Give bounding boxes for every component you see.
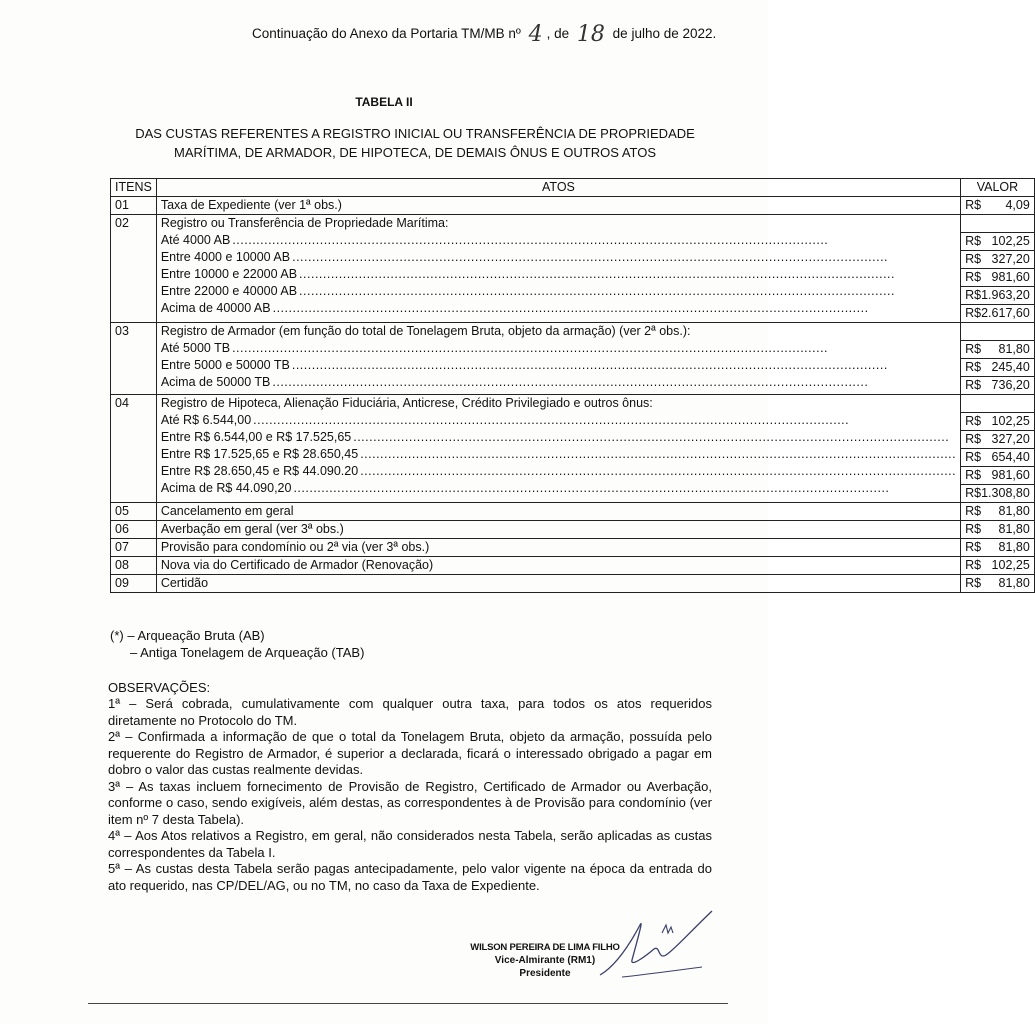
sub-line-label: Acima de 50000 TB: [160, 375, 271, 389]
value-amount: 981,60: [991, 270, 1030, 284]
value-currency: R$: [965, 522, 982, 536]
row-sub-line: [161, 463, 956, 480]
signature-block: [470, 941, 620, 980]
value-amount: 736,20: [991, 378, 1030, 392]
leader-dots: [292, 357, 956, 374]
document-header: [252, 22, 716, 47]
value-currency: R$: [965, 432, 982, 446]
leader-dots: [232, 340, 956, 357]
header-itens: ITENS: [111, 179, 157, 197]
row-sub-line: [161, 232, 956, 249]
value-currency: R$: [965, 558, 982, 572]
row-title: Certidão: [160, 576, 209, 590]
row-sub-line: [161, 446, 956, 463]
row-title: Averbação em geral (ver 3ª obs.): [160, 522, 344, 536]
row-value-cell: [961, 197, 1035, 215]
observation-item: 2ª – Confirmada a informação de que o total da Tonelagem Bruta, objeto da armação, possuída pelo requerente do Registro de Armador, é superior a declarada, ficará o interessado obrigado a pagar em dobro o valor das custas realmente devidas.: [108, 729, 712, 777]
row-value: [965, 575, 1030, 592]
row-value-cell: [961, 521, 1035, 539]
row-title: Registro ou Transferência de Propriedade Marítima:: [160, 216, 449, 230]
value-amount: 981,60: [991, 468, 1030, 482]
row-sub-line: [161, 266, 956, 283]
table-row: [111, 323, 1035, 395]
value-spacer: [965, 323, 1030, 340]
row-value: [961, 340, 1034, 358]
leader-dots: [353, 429, 956, 446]
table-row: [111, 557, 1035, 575]
row-value-cell: [961, 557, 1035, 575]
row-value-cell: [961, 575, 1035, 593]
row-value-cell: [961, 395, 1035, 503]
value-currency: R$: [965, 414, 982, 428]
sub-line-label: Até R$ 6.544,00: [160, 413, 252, 427]
header-text-before: Continuação do Anexo da Portaria TM/MB nº: [252, 26, 521, 41]
row-item-number: 03: [111, 323, 157, 395]
header-atos: ATOS: [156, 179, 960, 197]
row-value: [961, 304, 1034, 322]
table-row: [111, 215, 1035, 323]
row-item-number: 01: [111, 197, 157, 215]
value-amount: 2.617,60: [981, 306, 1030, 320]
value-amount: 245,40: [991, 360, 1030, 374]
row-item-number: 05: [111, 503, 157, 521]
page-bottom-rule: [88, 1003, 728, 1004]
row-value: [965, 197, 1030, 214]
value-amount: 81,80: [998, 540, 1030, 554]
row-value: [965, 557, 1030, 574]
row-sub-line: [161, 300, 956, 317]
value-amount: 327,20: [991, 252, 1030, 266]
row-sub-line: [161, 412, 956, 429]
row-item-number: 02: [111, 215, 157, 323]
value-amount: 81,80: [998, 342, 1030, 356]
row-item-number: 08: [111, 557, 157, 575]
sub-line-label: Entre 5000 e 50000 TB: [160, 358, 290, 372]
leader-dots: [299, 266, 956, 283]
table-row: [111, 503, 1035, 521]
value-spacer: [965, 215, 1030, 232]
value-currency: R$: [965, 252, 982, 266]
row-title: Registro de Armador (em função do total de Tonelagem Bruta, objeto da armação) (ver 2ª obs.):: [160, 324, 691, 338]
costs-table: [110, 178, 1035, 593]
sub-line-label: Entre R$ 28.650,45 e R$ 44.090.20: [160, 464, 359, 478]
sub-line-label: Entre 10000 e 22000 AB: [160, 267, 298, 281]
leader-dots: [292, 249, 956, 266]
row-sub-line: [161, 357, 956, 374]
value-amount: 1.963,20: [981, 288, 1030, 302]
row-title: Cancelamento em geral: [160, 504, 294, 518]
row-acts-cell: [156, 395, 960, 503]
value-currency: R$: [965, 306, 982, 320]
row-title: Registro de Hipoteca, Alienação Fiduciária, Anticrese, Crédito Privilegiado e outros ônus:: [160, 396, 653, 410]
signatory-name: WILSON PEREIRA DE LIMA FILHO: [470, 942, 620, 953]
row-acts-cell: [156, 521, 960, 539]
leader-dots: [293, 480, 956, 497]
row-sub-line: [161, 374, 956, 391]
value-currency: R$: [965, 504, 982, 518]
leader-dots: [232, 232, 956, 249]
row-value: [961, 358, 1034, 376]
table-row: [111, 197, 1035, 215]
leader-dots: [299, 283, 956, 300]
sub-line-label: Entre R$ 17.525,65 e R$ 28.650,45: [160, 447, 359, 461]
leader-dots: [360, 463, 956, 480]
footnote-ab: (*) – Arqueação Bruta (AB): [110, 628, 265, 643]
value-amount: 1.308,80: [981, 486, 1030, 500]
value-currency: R$: [965, 360, 982, 374]
sub-line-label: Entre 22000 e 40000 AB: [160, 284, 298, 298]
observation-item: 1ª – Será cobrada, cumulativamente com qualquer outra taxa, para todos os atos requeridos diretamente no Protocolo do TM.: [108, 696, 712, 728]
row-value: [961, 232, 1034, 250]
value-currency: R$: [965, 198, 982, 212]
value-currency: R$: [965, 288, 982, 302]
observations-title: OBSERVAÇÕES:: [108, 680, 211, 695]
table-subtitle: DAS CUSTAS REFERENTES A REGISTRO INICIAL OU TRANSFERÊNCIA DE PROPRIEDADE MARÍTIMA, DE ARMADOR, DE HIPOTECA, DE DEMAIS ÔNUS E OUTROS ATOS: [135, 126, 695, 160]
observation-item: 4ª – Aos Atos relativos a Registro, em geral, não considerados nesta Tabela, serão aplicadas as custas correspondentes da Tabela I.: [108, 828, 712, 860]
leader-dots: [272, 374, 956, 391]
handwritten-ordinance-number: 4: [528, 22, 543, 47]
value-amount: 654,40: [991, 450, 1030, 464]
row-acts-cell: [156, 557, 960, 575]
row-sub-line: [161, 283, 956, 300]
row-acts-cell: [156, 197, 960, 215]
header-text-mid: , de: [546, 26, 570, 41]
leader-dots: [273, 300, 957, 317]
value-spacer: [965, 395, 1030, 412]
row-acts-cell: [156, 323, 960, 395]
value-currency: R$: [965, 234, 982, 248]
value-amount: 102,25: [991, 414, 1030, 428]
observations-list: [108, 696, 712, 894]
table-row: [111, 575, 1035, 593]
row-value: [961, 376, 1034, 394]
sub-line-label: Entre 4000 e 10000 AB: [160, 250, 291, 264]
row-sub-line: [161, 480, 956, 497]
row-title: Taxa de Expediente (ver 1ª obs.): [160, 198, 342, 212]
sub-line-label: Até 5000 TB: [160, 341, 231, 355]
row-value: [961, 412, 1034, 430]
value-currency: R$: [965, 540, 982, 554]
table-row: [111, 539, 1035, 557]
row-value: [961, 250, 1034, 268]
value-amount: 4,09: [1005, 198, 1030, 212]
value-currency: R$: [965, 468, 982, 482]
row-acts-cell: [156, 215, 960, 323]
row-value: [965, 521, 1030, 538]
value-currency: R$: [965, 486, 982, 500]
row-value-cell: [961, 323, 1035, 395]
header-valor: VALOR: [961, 179, 1035, 197]
value-amount: 102,25: [991, 558, 1030, 572]
value-amount: 81,80: [998, 576, 1030, 590]
row-acts-cell: [156, 575, 960, 593]
leader-dots: [360, 446, 956, 463]
footnote-tab: – Antiga Tonelagem de Arqueação (TAB): [130, 645, 365, 660]
observation-item: 5ª – As custas desta Tabela serão pagas antecipadamente, pelo valor vigente na época da entrada do ato requerido, nas CP/DEL/AG, ou no TM, no caso da Taxa de Expediente.: [108, 861, 712, 893]
value-currency: R$: [965, 342, 982, 356]
signatory-rank: Vice-Almirante (RM1): [494, 955, 596, 966]
row-title: Provisão para condomínio ou 2ª via (ver 3ª obs.): [160, 540, 430, 554]
signatory-role: Presidente: [519, 968, 571, 979]
value-amount: 327,20: [991, 432, 1030, 446]
row-acts-cell: [156, 539, 960, 557]
table-row: [111, 395, 1035, 503]
table-header-row: [111, 179, 1035, 197]
table-title: TABELA II: [355, 95, 413, 109]
value-currency: R$: [965, 450, 982, 464]
row-acts-cell: [156, 503, 960, 521]
value-amount: 102,25: [991, 234, 1030, 248]
row-item-number: 09: [111, 575, 157, 593]
observation-item: 3ª – As taxas incluem fornecimento de Provisão de Registro, Certificado de Armador ou Averbação, conforme o caso, sendo exigíveis, além destas, as correspondentes à de Provisão para condomínio (ver item nº 7 desta Tabela).: [108, 778, 712, 827]
value-currency: R$: [965, 378, 982, 392]
row-sub-line: [161, 429, 956, 446]
row-value: [961, 484, 1034, 502]
handwritten-day: 18: [576, 22, 605, 47]
row-sub-line: [161, 249, 956, 266]
header-text-after: de julho de 2022.: [612, 26, 717, 41]
row-value: [961, 430, 1034, 448]
row-value-cell: [961, 215, 1035, 323]
value-currency: R$: [965, 270, 982, 284]
row-value: [965, 539, 1030, 556]
row-item-number: 04: [111, 395, 157, 503]
leader-dots: [253, 412, 956, 429]
sub-line-label: Acima de R$ 44.090,20: [160, 481, 292, 495]
row-value: [961, 466, 1034, 484]
value-currency: R$: [965, 576, 982, 590]
value-amount: 81,80: [998, 522, 1030, 536]
sub-line-label: Até 4000 AB: [160, 233, 231, 247]
row-value-cell: [961, 539, 1035, 557]
table-row: [111, 521, 1035, 539]
row-value: [961, 448, 1034, 466]
value-amount: 81,80: [998, 504, 1030, 518]
row-value-cell: [961, 503, 1035, 521]
sub-line-label: Acima de 40000 AB: [160, 301, 271, 315]
row-item-number: 07: [111, 539, 157, 557]
row-title: Nova via do Certificado de Armador (Renovação): [160, 558, 434, 572]
row-value: [961, 286, 1034, 304]
sub-line-label: Entre R$ 6.544,00 e R$ 17.525,65: [160, 430, 352, 444]
row-value: [961, 268, 1034, 286]
row-sub-line: [161, 340, 956, 357]
row-value: [965, 503, 1030, 520]
row-item-number: 06: [111, 521, 157, 539]
